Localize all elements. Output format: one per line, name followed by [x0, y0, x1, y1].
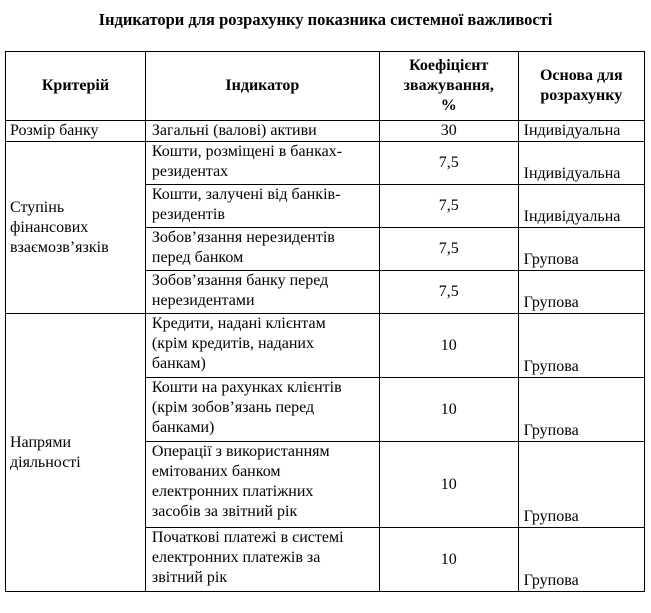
header-coefficient: Коефіцієнт зважування, %: [379, 52, 518, 121]
indicator-cell: Зобов’язання банку перед нерезидентами: [145, 271, 379, 314]
indicator-cell: Кошти, розміщені в банках- резидентах: [145, 142, 379, 185]
basis-cell: Групова: [518, 228, 644, 271]
coefficient-cell: 10: [379, 378, 518, 442]
indicator-cell: Зобов’язання нерезидентів перед банком: [145, 228, 379, 271]
indicator-cell: Операції з використанням емітованих банком електронних платіжних засобів за звітний рік: [145, 442, 379, 528]
table-row: [6, 314, 645, 378]
coefficient-cell: 7,5: [379, 228, 518, 271]
coefficient-cell: 7,5: [379, 142, 518, 185]
basis-cell: Групова: [518, 378, 644, 442]
basis-cell: Групова: [518, 271, 644, 314]
table-title: Індикатори для розрахунку показника системної важливості: [98, 10, 553, 29]
basis-cell: Групова: [518, 314, 644, 378]
header-criterion: Критерій: [6, 52, 146, 121]
coefficient-cell: 30: [379, 121, 518, 142]
basis-cell: Індивідуальна: [518, 121, 644, 142]
criterion-cell: Розмір банку: [6, 121, 146, 142]
coefficient-cell: 7,5: [379, 185, 518, 228]
criterion-cell: Ступінь фінансових взаємозв’язків: [6, 142, 146, 314]
basis-cell: Індивідуальна: [518, 185, 644, 228]
basis-cell: Індивідуальна: [518, 142, 644, 185]
header-indicator: Індикатор: [145, 52, 379, 121]
indicator-cell: Кошти, залучені від банків- резидентів: [145, 185, 379, 228]
coefficient-cell: 10: [379, 528, 518, 592]
indicator-cell: Кошти на рахунках клієнтів (крім зобов’язань перед банками): [145, 378, 379, 442]
basis-cell: Групова: [518, 528, 644, 592]
system-importance-table: [5, 51, 645, 592]
table-row: [6, 142, 645, 185]
coefficient-cell: 10: [379, 314, 518, 378]
indicator-cell: Загальні (валові) активи: [145, 121, 379, 142]
coefficient-cell: 7,5: [379, 271, 518, 314]
table-row: [6, 121, 645, 142]
criterion-cell: Напрями діяльності: [6, 314, 146, 592]
coefficient-cell: 10: [379, 442, 518, 528]
basis-cell: Групова: [518, 442, 644, 528]
indicator-cell: Кредити, надані клієнтам (крім кредитів, наданих банкам): [145, 314, 379, 378]
header-row: [6, 52, 645, 121]
indicator-cell: Початкові платежі в системі електронних платежів за звітний рік: [145, 528, 379, 592]
header-basis: Основа для розрахунку: [518, 52, 644, 121]
